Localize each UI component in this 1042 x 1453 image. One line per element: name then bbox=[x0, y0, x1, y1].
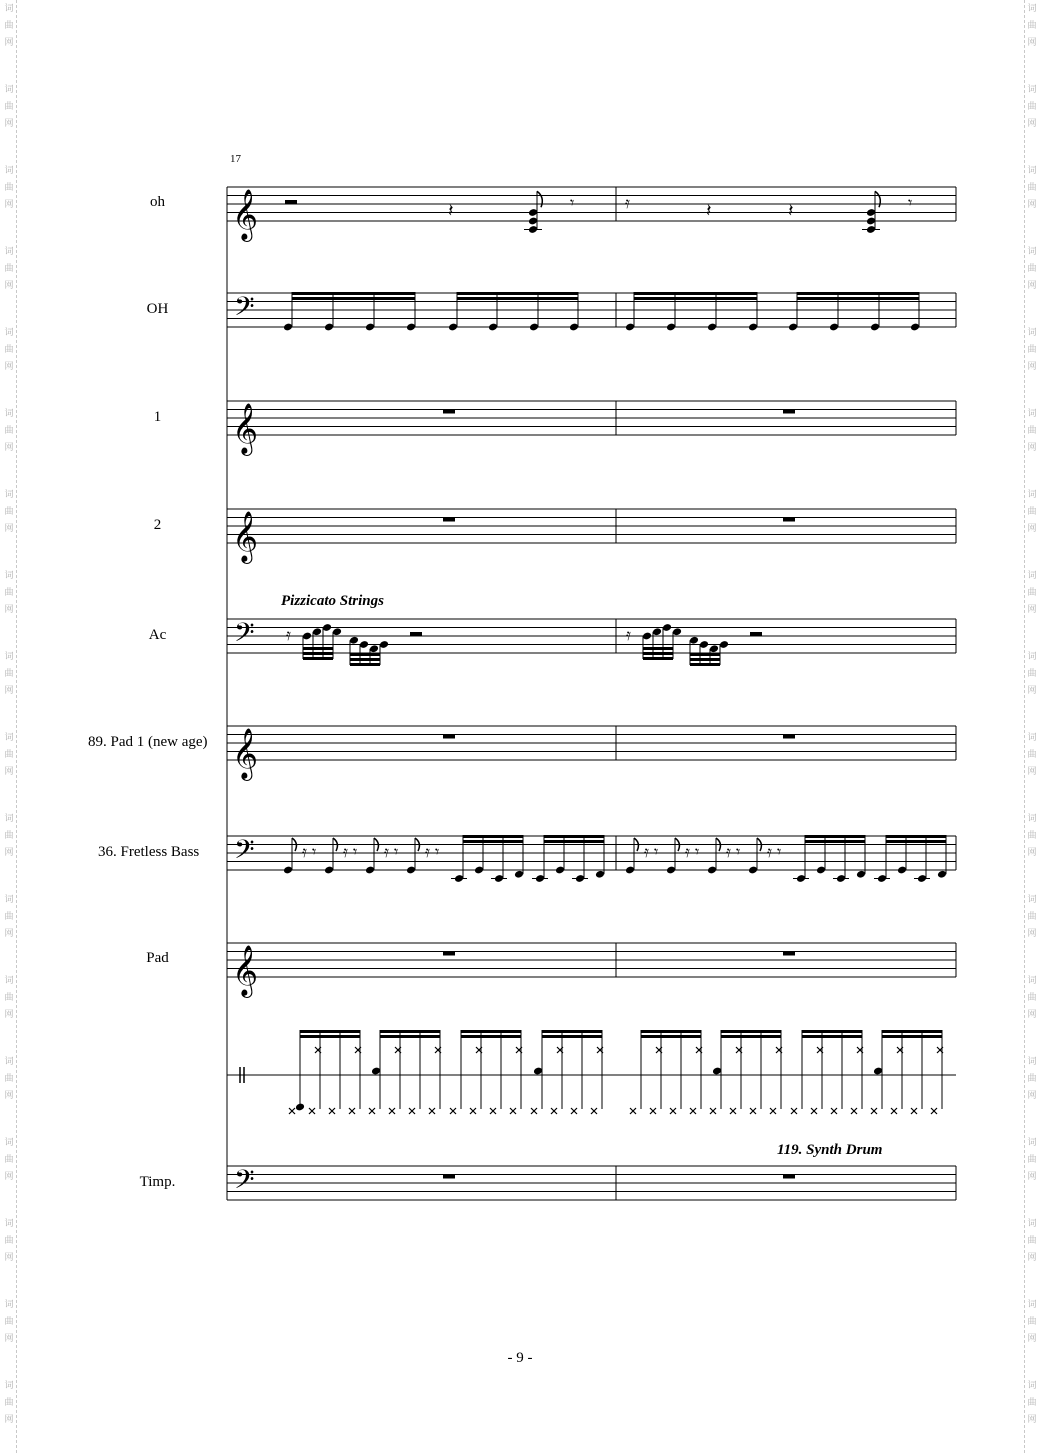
kick-note-head bbox=[295, 1103, 305, 1112]
sixteenth-beam bbox=[292, 292, 415, 295]
treble-clef: 𝄞 bbox=[232, 945, 259, 996]
thirtysecond-beam bbox=[690, 658, 720, 661]
watermark-glyph: 曲 bbox=[1027, 21, 1037, 31]
page-number: - 9 - bbox=[507, 1350, 533, 1366]
watermark-glyph: 曲 bbox=[1027, 426, 1037, 436]
instrument-label-OH: OH bbox=[146, 301, 169, 317]
watermark-glyph: 词 bbox=[4, 166, 14, 176]
eighth-rest: 𝄾 bbox=[570, 193, 575, 212]
watermark-glyph: 网 bbox=[1027, 281, 1037, 291]
watermark-glyph: 网 bbox=[4, 38, 14, 48]
watermark-glyph: 曲 bbox=[4, 264, 14, 274]
sixteenth-beam bbox=[882, 1030, 942, 1033]
watermark-glyph: 网 bbox=[1027, 119, 1037, 129]
watermark-glyph: 网 bbox=[4, 362, 14, 372]
sixteenth-beam bbox=[797, 297, 919, 300]
sixteenth-beam bbox=[797, 292, 919, 295]
note-flag bbox=[875, 191, 880, 207]
watermark-glyph: 网 bbox=[4, 1091, 14, 1101]
measure-number: 17 bbox=[230, 153, 241, 165]
instrument-label-2: 2 bbox=[153, 517, 162, 533]
sixteenth-beam bbox=[886, 840, 946, 843]
watermark-glyph: 曲 bbox=[4, 912, 14, 922]
watermark-glyph: 网 bbox=[1027, 848, 1037, 858]
watermark-glyph: 曲 bbox=[1027, 1155, 1037, 1165]
sixteenth-beam bbox=[802, 1030, 862, 1033]
bass-clef: 𝄢 bbox=[234, 290, 255, 329]
sixteenth-rest: 𝄿 bbox=[384, 842, 389, 861]
watermark-glyph: 曲 bbox=[4, 345, 14, 355]
eighth-rest: 𝄾 bbox=[695, 842, 700, 861]
thirtysecond-beam bbox=[350, 653, 380, 656]
sixteenth-rest: 𝄿 bbox=[685, 842, 690, 861]
eighth-rest: 𝄾 bbox=[312, 842, 317, 861]
watermark-glyph: 曲 bbox=[1027, 750, 1037, 760]
eighth-rest: 𝄾 bbox=[394, 842, 399, 861]
eighth-rest: 𝄾 bbox=[736, 842, 741, 861]
whole-rest bbox=[443, 735, 455, 739]
bass-clef: 𝄢 bbox=[234, 1163, 255, 1202]
watermark-glyph: 词 bbox=[4, 1300, 14, 1310]
sixteenth-beam bbox=[457, 292, 578, 295]
watermark-glyph: 词 bbox=[1027, 409, 1037, 419]
sixteenth-beam bbox=[380, 1030, 440, 1033]
sixteenth-rest: 𝄿 bbox=[644, 842, 649, 861]
watermark-glyph: 曲 bbox=[4, 183, 14, 193]
watermark-glyph: 词 bbox=[1027, 976, 1037, 986]
watermark-glyph: 词 bbox=[4, 814, 14, 824]
watermark-glyph: 网 bbox=[4, 200, 14, 210]
thirtysecond-beam bbox=[643, 652, 673, 655]
eighth-rest: 𝄾 bbox=[777, 842, 782, 861]
thirtysecond-beam bbox=[303, 652, 333, 655]
watermark-glyph: 网 bbox=[1027, 38, 1037, 48]
watermark-glyph: 词 bbox=[4, 895, 14, 905]
watermark-glyph: 曲 bbox=[1027, 1236, 1037, 1246]
watermark-glyph: 曲 bbox=[4, 1236, 14, 1246]
watermark-glyph: 词 bbox=[1027, 1300, 1037, 1310]
instrument-label-timpani: Timp. bbox=[139, 1174, 176, 1190]
treble-clef: 𝄞 bbox=[232, 403, 259, 454]
watermark-glyph: 词 bbox=[4, 247, 14, 257]
whole-rest bbox=[443, 1175, 455, 1179]
watermark-glyph: 网 bbox=[1027, 200, 1037, 210]
watermark-glyph: 词 bbox=[4, 571, 14, 581]
quarter-rest: 𝄽 bbox=[448, 200, 454, 222]
thirtysecond-beam bbox=[303, 657, 333, 660]
watermark-glyph: 网 bbox=[1027, 443, 1037, 453]
watermark-glyph: 曲 bbox=[4, 426, 14, 436]
sixteenth-beam bbox=[805, 840, 865, 843]
watermark-glyph: 词 bbox=[4, 85, 14, 95]
whole-rest bbox=[443, 518, 455, 522]
sixteenth-beam bbox=[463, 835, 523, 838]
watermark-glyph: 词 bbox=[1027, 4, 1037, 14]
watermark-glyph: 网 bbox=[4, 1415, 14, 1425]
thirtysecond-beam bbox=[350, 663, 380, 666]
eighth-rest: 𝄾 bbox=[435, 842, 440, 861]
watermark-glyph: 曲 bbox=[1027, 102, 1037, 112]
sixteenth-beam bbox=[634, 297, 757, 300]
watermark-glyph: 词 bbox=[4, 1219, 14, 1229]
quarter-rest: 𝄽 bbox=[706, 200, 712, 222]
sixteenth-rest: 𝄿 bbox=[625, 193, 630, 212]
watermark-glyph: 词 bbox=[4, 409, 14, 419]
watermark-glyph: 网 bbox=[1027, 1334, 1037, 1344]
watermark-glyph: 网 bbox=[4, 929, 14, 939]
sixteenth-beam bbox=[542, 1035, 602, 1038]
watermark-glyph: 曲 bbox=[1027, 912, 1037, 922]
watermark-glyph: 词 bbox=[1027, 652, 1037, 662]
watermark-glyph: 曲 bbox=[4, 102, 14, 112]
sixteenth-beam bbox=[461, 1030, 521, 1033]
thirtysecond-beam bbox=[690, 663, 720, 666]
expression-pizzicato: Pizzicato Strings bbox=[281, 593, 384, 609]
whole-rest bbox=[443, 410, 455, 414]
eighth-rest: 𝄾 bbox=[908, 193, 913, 212]
watermark-glyph: 网 bbox=[4, 1172, 14, 1182]
watermark-glyph: 网 bbox=[1027, 524, 1037, 534]
watermark-glyph: 词 bbox=[1027, 895, 1037, 905]
note-flag bbox=[537, 191, 542, 207]
watermark-glyph: 词 bbox=[4, 976, 14, 986]
sixteenth-beam bbox=[457, 297, 578, 300]
watermark-glyph: 词 bbox=[1027, 247, 1037, 257]
watermark-glyph: 网 bbox=[4, 443, 14, 453]
watermark-glyph: 词 bbox=[1027, 1381, 1037, 1391]
watermark-glyph: 曲 bbox=[1027, 1398, 1037, 1408]
watermark-glyph: 词 bbox=[4, 733, 14, 743]
half-rest bbox=[750, 632, 762, 636]
watermark-glyph: 曲 bbox=[1027, 345, 1037, 355]
watermark-glyph: 词 bbox=[1027, 166, 1037, 176]
sixteenth-beam bbox=[544, 840, 604, 843]
watermark-glyph: 网 bbox=[4, 686, 14, 696]
watermark-glyph: 网 bbox=[4, 281, 14, 291]
watermark-glyph: 词 bbox=[1027, 814, 1037, 824]
eighth-rest: 𝄾 bbox=[353, 842, 358, 861]
watermark-glyph: 网 bbox=[1027, 767, 1037, 777]
watermark-glyph: 曲 bbox=[4, 1074, 14, 1084]
watermark-glyph: 网 bbox=[1027, 686, 1037, 696]
instrument-label-ac: Ac bbox=[148, 627, 167, 643]
expression-synth-drum: 119. Synth Drum bbox=[777, 1142, 883, 1158]
treble-clef: 𝄞 bbox=[232, 189, 259, 240]
whole-rest bbox=[783, 1175, 795, 1179]
thirtysecond-beam bbox=[643, 657, 673, 660]
watermark-glyph: 曲 bbox=[1027, 183, 1037, 193]
treble-clef: 𝄞 bbox=[232, 728, 259, 779]
sixteenth-beam bbox=[380, 1035, 440, 1038]
sixteenth-beam bbox=[292, 297, 415, 300]
watermark-glyph: 词 bbox=[4, 490, 14, 500]
thirtysecond-beam bbox=[643, 647, 673, 650]
watermark-glyph: 网 bbox=[4, 848, 14, 858]
whole-rest bbox=[443, 952, 455, 956]
whole-rest bbox=[783, 518, 795, 522]
watermark-glyph: 曲 bbox=[4, 507, 14, 517]
sixteenth-beam bbox=[641, 1035, 701, 1038]
watermark-glyph: 网 bbox=[4, 1334, 14, 1344]
sixteenth-beam bbox=[641, 1030, 701, 1033]
quarter-rest: 𝄽 bbox=[788, 200, 794, 222]
watermark-glyph: 曲 bbox=[4, 1155, 14, 1165]
watermark-glyph: 词 bbox=[4, 652, 14, 662]
watermark-glyph: 曲 bbox=[1027, 264, 1037, 274]
whole-rest bbox=[783, 735, 795, 739]
sixteenth-rest: 𝄿 bbox=[425, 842, 430, 861]
instrument-label-pad: Pad bbox=[146, 950, 169, 966]
sixteenth-beam bbox=[886, 835, 946, 838]
watermark-glyph: 曲 bbox=[4, 993, 14, 1003]
treble-clef: 𝄞 bbox=[232, 511, 259, 562]
watermark-glyph: 曲 bbox=[4, 1398, 14, 1408]
watermark-glyph: 网 bbox=[1027, 1172, 1037, 1182]
watermark-glyph: 词 bbox=[4, 1057, 14, 1067]
watermark-glyph: 词 bbox=[4, 1138, 14, 1148]
sixteenth-rest: 𝄿 bbox=[626, 625, 631, 644]
watermark-glyph: 词 bbox=[1027, 490, 1037, 500]
watermark-glyph: 网 bbox=[1027, 1010, 1037, 1020]
watermark-glyph: 曲 bbox=[4, 831, 14, 841]
instrument-label-oh: oh bbox=[150, 194, 165, 210]
thirtysecond-beam bbox=[303, 647, 333, 650]
watermark-glyph: 曲 bbox=[4, 750, 14, 760]
watermark-glyph: 网 bbox=[4, 605, 14, 615]
watermark-glyph: 词 bbox=[1027, 1219, 1037, 1229]
instrument-label-fretless-bass: 36. Fretless Bass bbox=[98, 844, 200, 860]
watermark-glyph: 网 bbox=[1027, 1253, 1037, 1263]
watermark-glyph: 网 bbox=[1027, 605, 1037, 615]
watermark-glyph: 网 bbox=[4, 1010, 14, 1020]
sixteenth-rest: 𝄿 bbox=[343, 842, 348, 861]
sixteenth-beam bbox=[802, 1035, 862, 1038]
half-rest bbox=[410, 632, 422, 636]
watermark-glyph: 网 bbox=[1027, 929, 1037, 939]
watermark-glyph: 词 bbox=[4, 1381, 14, 1391]
thirtysecond-beam bbox=[690, 653, 720, 656]
watermark-glyph: 曲 bbox=[1027, 1074, 1037, 1084]
watermark-glyph: 词 bbox=[1027, 571, 1037, 581]
sixteenth-beam bbox=[300, 1035, 360, 1038]
watermark-glyph: 网 bbox=[4, 524, 14, 534]
sixteenth-beam bbox=[721, 1030, 781, 1033]
watermark-glyph: 网 bbox=[1027, 1415, 1037, 1425]
watermark-glyph: 词 bbox=[4, 4, 14, 14]
watermark-glyph: 词 bbox=[1027, 85, 1037, 95]
sixteenth-beam bbox=[463, 840, 523, 843]
watermark-glyph: 曲 bbox=[1027, 507, 1037, 517]
watermark-glyph: 曲 bbox=[1027, 831, 1037, 841]
bass-clef: 𝄢 bbox=[234, 616, 255, 655]
watermark-glyph: 曲 bbox=[1027, 669, 1037, 679]
watermark-glyph: 曲 bbox=[1027, 993, 1037, 1003]
thirtysecond-beam bbox=[350, 658, 380, 661]
watermark-glyph: 网 bbox=[4, 1253, 14, 1263]
watermark-glyph: 词 bbox=[1027, 733, 1037, 743]
instrument-label-1: 1 bbox=[153, 409, 162, 425]
whole-rest bbox=[783, 410, 795, 414]
watermark-glyph: 网 bbox=[1027, 362, 1037, 372]
watermark-glyph: 曲 bbox=[1027, 1317, 1037, 1327]
sixteenth-rest: 𝄿 bbox=[286, 625, 291, 644]
watermark-glyph: 网 bbox=[4, 119, 14, 129]
watermark-glyph: 词 bbox=[4, 328, 14, 338]
whole-rest bbox=[783, 952, 795, 956]
sixteenth-rest: 𝄿 bbox=[767, 842, 772, 861]
watermark-glyph: 曲 bbox=[4, 588, 14, 598]
watermark-glyph: 词 bbox=[1027, 1138, 1037, 1148]
watermark-glyph: 网 bbox=[4, 767, 14, 777]
instrument-label-pad1: 89. Pad 1 (new age) bbox=[88, 734, 208, 750]
sixteenth-beam bbox=[461, 1035, 521, 1038]
sixteenth-beam bbox=[805, 835, 865, 838]
bass-clef: 𝄢 bbox=[234, 833, 255, 872]
eighth-rest: 𝄾 bbox=[654, 842, 659, 861]
sixteenth-beam bbox=[721, 1035, 781, 1038]
watermark-glyph: 曲 bbox=[4, 669, 14, 679]
sixteenth-beam bbox=[542, 1030, 602, 1033]
watermark-glyph: 曲 bbox=[4, 21, 14, 31]
sixteenth-beam bbox=[544, 835, 604, 838]
sixteenth-rest: 𝄿 bbox=[302, 842, 307, 861]
watermark-glyph: 词 bbox=[1027, 328, 1037, 338]
watermark-glyph: 曲 bbox=[4, 1317, 14, 1327]
watermark-glyph: 曲 bbox=[1027, 588, 1037, 598]
sixteenth-rest: 𝄿 bbox=[726, 842, 731, 861]
watermark-glyph: 网 bbox=[1027, 1091, 1037, 1101]
sixteenth-beam bbox=[882, 1035, 942, 1038]
sixteenth-beam bbox=[634, 292, 757, 295]
watermark-glyph: 词 bbox=[1027, 1057, 1037, 1067]
sixteenth-beam bbox=[300, 1030, 360, 1033]
half-rest bbox=[285, 200, 297, 204]
